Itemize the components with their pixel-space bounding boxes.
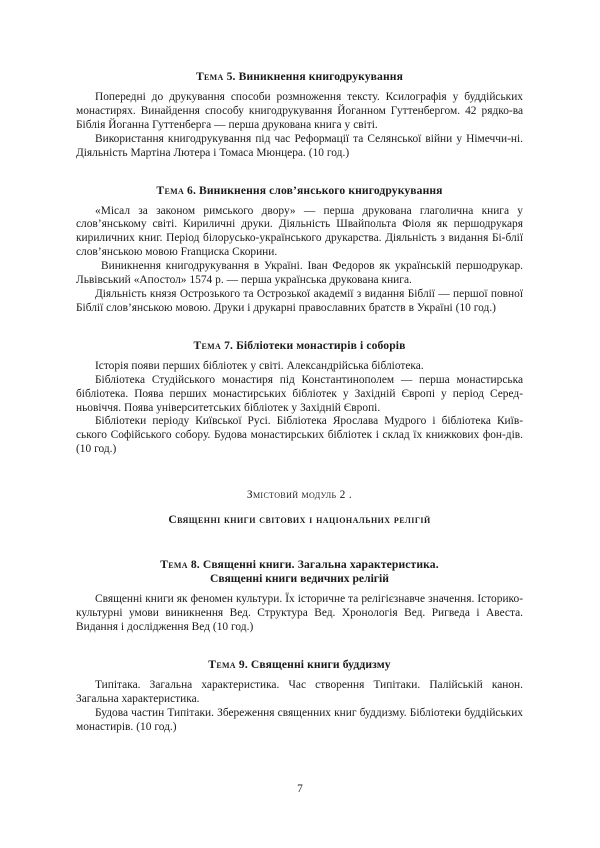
paragraph-topic-5-1: Попередні до друкування способи розмноження тексту. Ксилографія у буддійських монастирях. Винайдення способу книгодрукування Йоганном Гуттенбергом. 42 рядко-ва Біблія Йоганна Гуттенберга — перша друкована книга у світі. [76,91,523,131]
paragraph-topic-6-2: Виникнення книгодрукування в Україні. Іван Федоров як українській першодрукар. Львівський «Апостол» 1574 р. — перша українська друкована книга. [76,260,523,287]
heading-keyword: Тема [196,70,224,83]
spacer [76,672,523,679]
heading-rest: 8. Священні книги. Загальна характеристика. [187,558,439,572]
paragraph-topic-7-2: Бібліотека Студійського монастиря під Константинополем — перша монастирська бібліотека. Поява перших монастирських бібліотек у Західній Європі у період Серед-ньовіччя. Поява університетських бібліотек у Західній Європі. [76,373,523,414]
paragraph-topic-9-2: Будова частин Типітаки. Збереження священних книг буддизму. Бібліотеки буддійських монастирів. (10 год.) [76,706,523,733]
heading-topic-8-line2: Священні книги ведичних релігій [210,572,389,586]
heading-keyword: Тема [160,558,188,572]
paragraph-topic-7-3: Бібліотеки періоду Київської Русі. Бібліотека Ярослава Мудрого і бібліотека Київ-ського Софійського собору. Будова монастирських бібліотек і склад їх книжкових фон-дів. (10 год.) [76,415,523,456]
spacer [76,457,523,488]
heading-rest: 9. Священні книги буддизму [235,657,391,671]
page-number: 7 [297,783,303,795]
paragraph-topic-8-1: Священні книги як феномен культури. Їх історичне та релігієзнавче значення. Історико-культурні умови виникнення Вед. Структура Вед. Хронологія Вед. Ригведа і Авеста. Видання і дослідження Вед (10 год.) [76,593,523,633]
spacer [76,198,523,205]
spacer [76,316,523,339]
paragraph-topic-9-1: Типітака. Загальна характеристика. Час створення Типітаки. Палійській канон. Загальна характеристика. [76,678,523,705]
heading-keyword: Тема [193,338,222,352]
heading-rest: 6. Виникнення слов’янського книгодрукування [184,183,443,197]
spacer [76,586,523,593]
heading-rest: 5. Виникнення книгодрукування [223,70,403,83]
paragraph-topic-6-3: Діяльність князя Острозького та Острозької академії з видання Біблії — першої повної Біблії слов’янською мовою. Друки і друкарні православних братств в Україні (10 год.) [76,287,523,314]
paragraph-topic-6-1: «Місал за законом римського двору» — перша друкована глаголична книга у слов’янському світі. Кириличні друки. Діяльність Швайпольта Фіоля як першодрукаря кириличних книг. Період білорусько-українського друкарства. Діяльність з видання Бі-блії слов’янською мовою Franциска Скорини. [76,204,523,259]
heading-topic-8-line1 [76,558,523,572]
heading-topic-7 [76,339,523,353]
spacer [76,161,523,184]
module-label: Змістовий модуль 2 . [246,489,353,502]
heading-keyword: Тема [208,657,236,671]
heading-rest: 7. Бібліотеки монастирів і соборів [221,338,406,352]
spacer [76,527,523,558]
page-content [76,70,523,734]
paragraph-topic-5-2: Використання книгодрукування під час Реформації та Селянської війни у Німеччи-ні. Діяльність Мартіна Лютера і Томаса Мюнцера. (10 год.) [76,132,523,159]
module-title: Священні книги світових і національних релігій [168,513,431,527]
spacer [76,635,523,658]
heading-topic-6 [76,184,523,198]
heading-keyword: Тема [156,183,185,197]
spacer [76,84,523,91]
spacer [76,353,523,360]
spacer [76,502,523,513]
paragraph-topic-7-1: Історія появи перших бібліотек у світі. Александрійська бібліотека. [95,359,424,372]
heading-topic-9 [76,658,523,672]
heading-topic-5 [76,70,523,84]
